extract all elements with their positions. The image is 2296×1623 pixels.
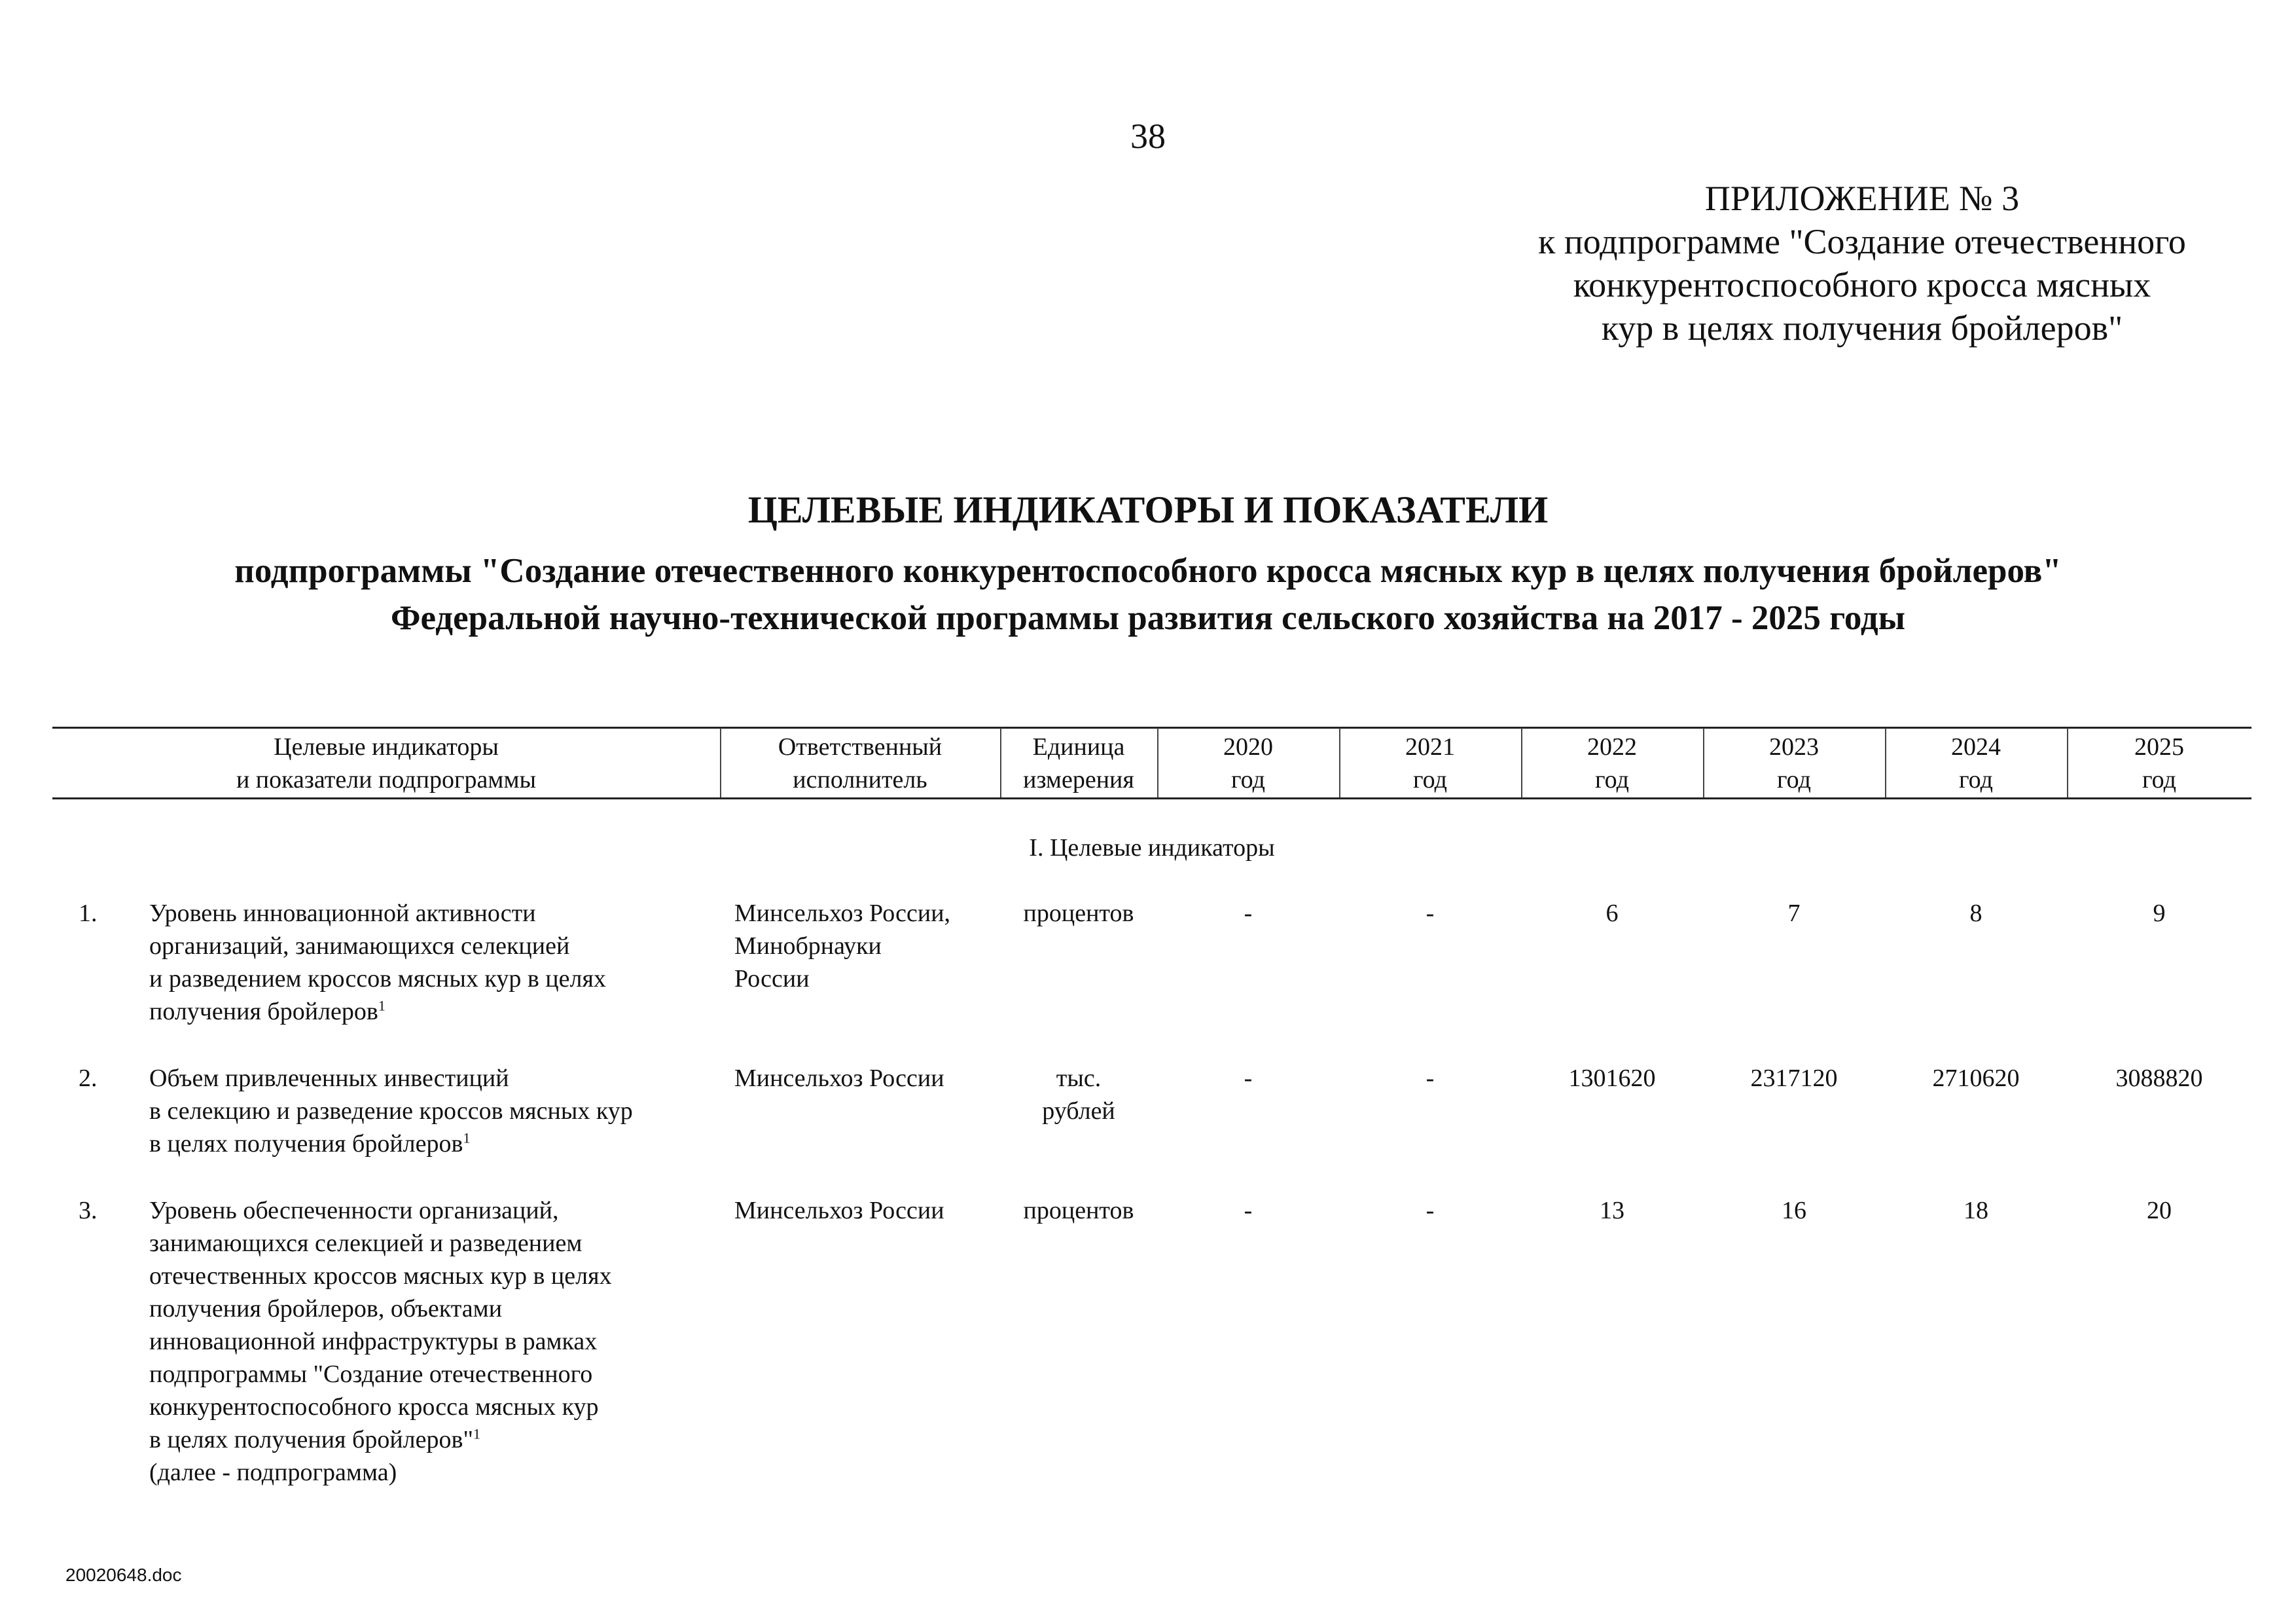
row-number: 3.: [79, 1197, 98, 1224]
footnote-marker: 1: [473, 1425, 480, 1442]
value-2022: 1301620: [1568, 1065, 1656, 1092]
indicator-line: подпрограммы "Создание отечественного: [149, 1360, 593, 1388]
header-text: 2022: [1587, 733, 1637, 761]
indicator-line: Уровень инновационной активности: [149, 900, 536, 927]
row-unit: [1000, 1194, 1157, 1227]
value-2025: 9: [2153, 900, 2166, 927]
header-year-2020: [1157, 731, 1339, 796]
value-2020: -: [1244, 1065, 1253, 1092]
unit-line: процентов: [1023, 1197, 1134, 1224]
document-subtitle: [0, 547, 2296, 642]
header-year-2022: [1521, 731, 1703, 796]
indicator-line: [149, 1423, 712, 1456]
header-indicator: [52, 731, 720, 796]
indicator-line: отечественных кроссов мясных кур в целях: [149, 1262, 612, 1290]
unit-line: процентов: [1023, 900, 1134, 927]
row-indicator: [149, 897, 712, 1028]
subtitle-line: подпрограммы "Создание отечественного конкурентоспособного кросса мясных кур в целях получения бройлеров": [234, 552, 2062, 590]
indicator-text: в целях получения бройлеров: [149, 1130, 463, 1158]
value-2024: 2710620: [1932, 1065, 2020, 1092]
header-year-2021: [1339, 731, 1521, 796]
executor-line: Минсельхоз России: [734, 1065, 944, 1092]
document-title: ЦЕЛЕВЫЕ ИНДИКАТОРЫ И ПОКАЗАТЕЛИ: [747, 488, 1549, 531]
header-text: Единица: [1032, 733, 1125, 761]
executor-line: Минсельхоз России: [734, 1197, 944, 1224]
row-unit: [1000, 1062, 1157, 1127]
header-year-2023: [1703, 731, 1885, 796]
indicator-line: Объем привлеченных инвестиций: [149, 1065, 509, 1092]
footnote-marker: 1: [463, 1129, 471, 1146]
footnote-marker: 1: [378, 997, 386, 1014]
appendix-block: [1473, 177, 2251, 350]
row-executor: [734, 1062, 996, 1095]
row-unit: [1000, 897, 1157, 930]
appendix-title: ПРИЛОЖЕНИЕ № 3: [1704, 179, 2020, 218]
header-unit: [1000, 731, 1157, 796]
indicator-line: (далее - подпрограмма): [149, 1459, 397, 1486]
indicator-line: занимающихся селекцией и разведением: [149, 1230, 583, 1257]
appendix-line: конкурентоспособного кросса мясных: [1573, 265, 2151, 304]
value-2021: -: [1426, 900, 1435, 927]
indicator-line: инновационной инфраструктуры в рамках: [149, 1328, 598, 1355]
unit-line: рублей: [1042, 1097, 1115, 1125]
header-text: 2021: [1405, 733, 1455, 761]
indicator-line: Уровень обеспеченности организаций,: [149, 1197, 559, 1224]
row-indicator: [149, 1062, 712, 1160]
executor-line: России: [734, 965, 810, 993]
value-2020: -: [1244, 900, 1253, 927]
header-text: 2025: [2134, 733, 2184, 761]
table-top-rule: [52, 727, 2251, 729]
value-2024: 18: [1964, 1197, 1988, 1224]
value-2022: 6: [1605, 900, 1619, 927]
header-text: исполнитель: [793, 766, 927, 793]
header-executor: [720, 731, 1000, 796]
header-text: Целевые индикаторы: [274, 733, 499, 761]
table-header-bottom-rule: [52, 797, 2251, 799]
row-number: 2.: [79, 1065, 98, 1092]
indicator-line: получения бройлеров, объектами: [149, 1295, 503, 1322]
header-text: 2020: [1223, 733, 1273, 761]
row-number: 1.: [79, 900, 98, 927]
indicator-line: и разведением кроссов мясных кур в целях: [149, 965, 606, 993]
row-executor: [734, 1194, 996, 1227]
value-2021: -: [1426, 1197, 1435, 1224]
value-2023: 7: [1787, 900, 1801, 927]
header-year-2025: [2067, 731, 2251, 796]
header-text: измерения: [1023, 766, 1134, 793]
page-number: 38: [1130, 117, 1166, 156]
indicator-line: [149, 1127, 712, 1160]
header-text: 2023: [1769, 733, 1819, 761]
section-title: I. Целевые индикаторы: [1029, 834, 1275, 862]
unit-line: тыс.: [1056, 1065, 1102, 1092]
appendix-line: к подпрограмме "Создание отечественного: [1538, 222, 2186, 261]
value-2023: 2317120: [1750, 1065, 1838, 1092]
indicator-line: организаций, занимающихся селекцией: [149, 932, 570, 960]
indicator-text: получения бройлеров: [149, 998, 378, 1025]
indicator-line: [149, 995, 712, 1028]
value-2023: 16: [1782, 1197, 1806, 1224]
header-text: год: [1777, 766, 1811, 793]
header-text: Ответственный: [778, 733, 942, 761]
value-2025: 20: [2147, 1197, 2172, 1224]
header-text: год: [1231, 766, 1265, 793]
value-2024: 8: [1969, 900, 1982, 927]
value-2020: -: [1244, 1197, 1253, 1224]
row-indicator: [149, 1194, 712, 1489]
executor-line: Минобрнауки: [734, 932, 882, 960]
header-text: год: [2142, 766, 2176, 793]
file-name: 20020648.doc: [65, 1565, 182, 1585]
indicator-line: конкурентоспособного кросса мясных кур: [149, 1393, 599, 1421]
header-year-2024: [1885, 731, 2067, 796]
value-2022: 13: [1600, 1197, 1624, 1224]
value-2021: -: [1426, 1065, 1435, 1092]
header-text: год: [1595, 766, 1629, 793]
appendix-line: кур в целях получения бройлеров": [1601, 308, 2123, 348]
executor-line: Минсельхоз России,: [734, 900, 951, 927]
value-2025: 3088820: [2115, 1065, 2203, 1092]
header-text: год: [1959, 766, 1993, 793]
indicator-line: в селекцию и разведение кроссов мясных кур: [149, 1097, 633, 1125]
subtitle-line: Федеральной научно-технической программы развития сельского хозяйства на 2017 - 2025 годы: [390, 599, 1906, 637]
indicator-text: в целях получения бройлеров": [149, 1426, 473, 1453]
header-text: 2024: [1951, 733, 2001, 761]
header-text: и показатели подпрограммы: [236, 766, 537, 793]
row-executor: [734, 897, 996, 995]
header-text: год: [1413, 766, 1447, 793]
